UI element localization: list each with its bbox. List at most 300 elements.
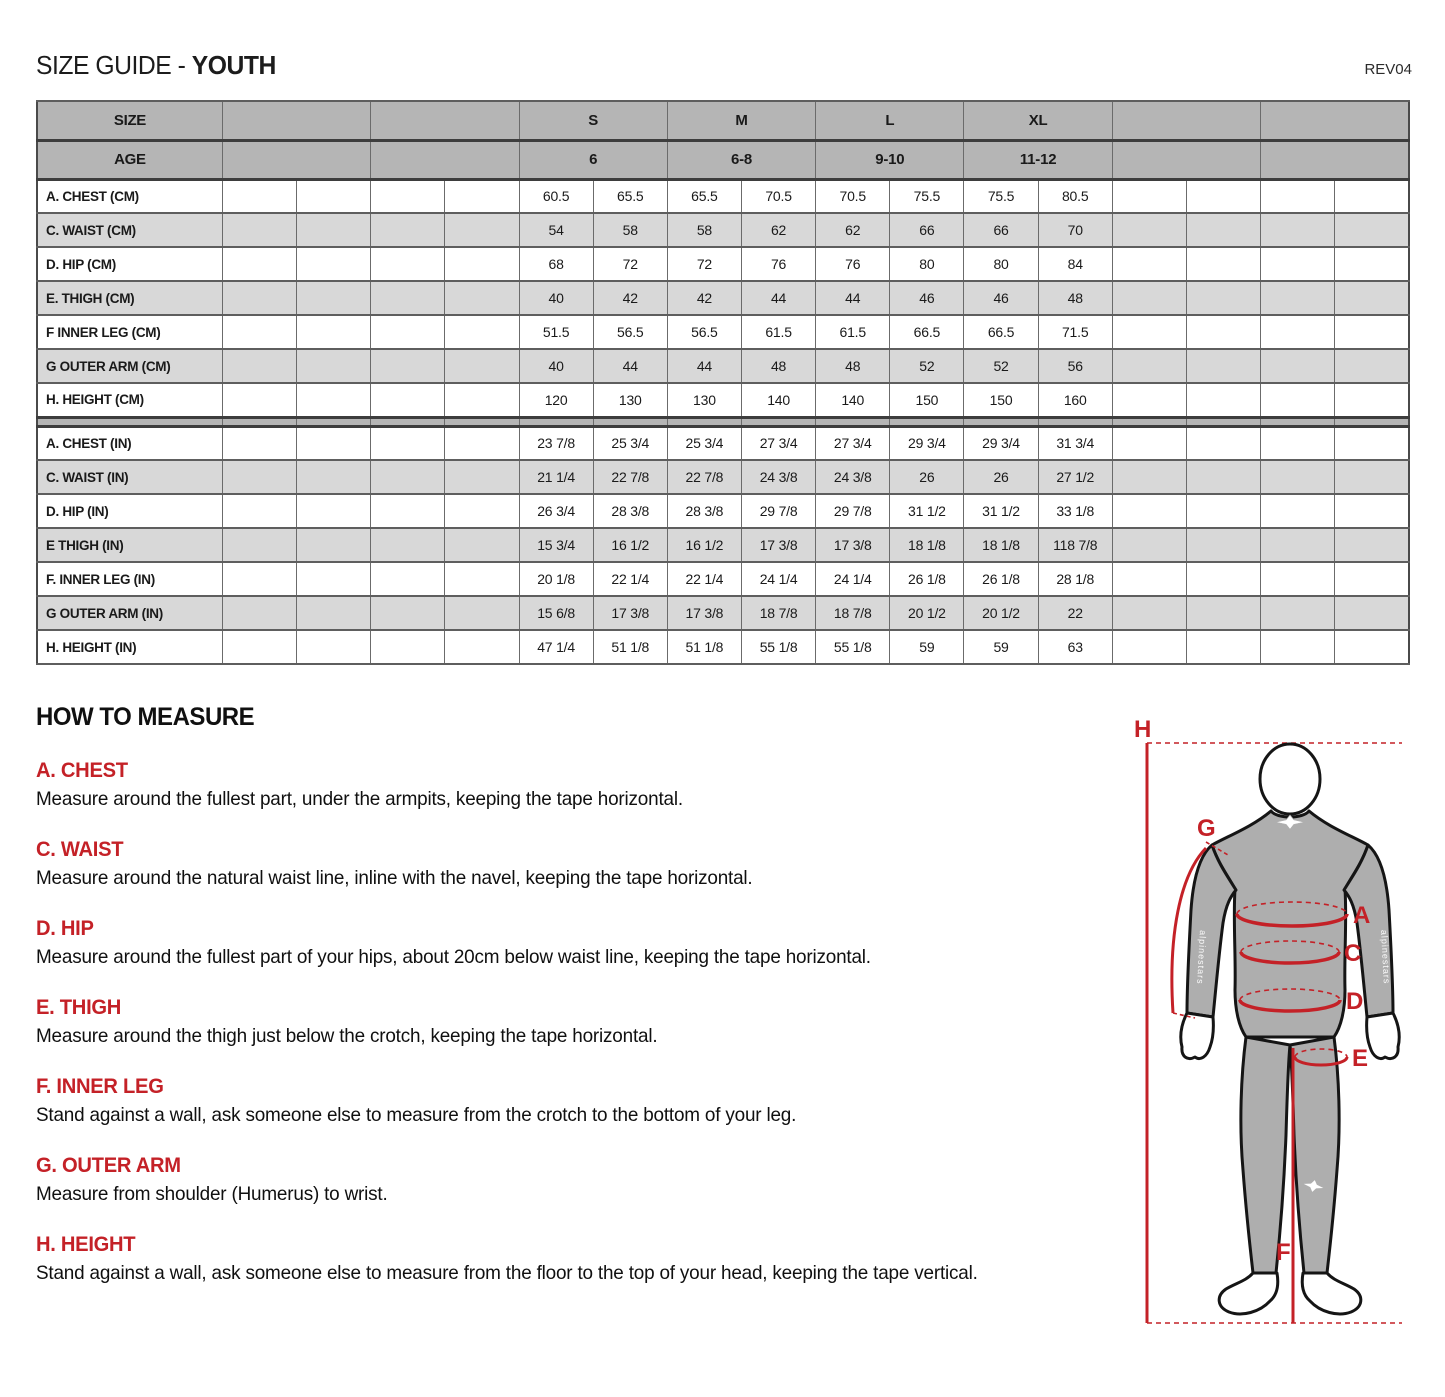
value-cell: 48 [1038,281,1112,315]
measure-section [36,1154,1111,1206]
value-cell: 17 3/8 [667,596,741,630]
value-cell: 56.5 [667,315,741,349]
value-cell: 46 [890,281,964,315]
value-cell: 31 1/2 [890,494,964,528]
empty-cell [1335,179,1409,213]
value-cell: 66.5 [890,315,964,349]
value-cell: 17 3/8 [593,596,667,630]
head-shape [1260,744,1320,814]
value-cell: 15 3/4 [519,528,593,562]
empty-cell [297,315,371,349]
value-cell: 28 1/8 [1038,562,1112,596]
measure-section-heading: A. CHEST [36,759,128,782]
empty-cell [445,349,519,383]
table-row [37,349,1409,383]
empty-cell [1112,494,1186,528]
empty-cell [1112,179,1186,213]
empty-cell [297,494,371,528]
value-cell: 21 1/4 [519,460,593,494]
value-cell: 25 3/4 [593,426,667,460]
empty-cell [1335,247,1409,281]
empty-cell [1261,494,1335,528]
table-row [37,383,1409,417]
empty-cell [1112,315,1186,349]
table-row [37,281,1409,315]
value-cell: 61.5 [816,315,890,349]
value-cell: 160 [1038,383,1112,417]
empty-cell [1186,494,1260,528]
size-header-row [37,101,1409,140]
section-separator-row [37,417,1409,426]
empty-cell [222,383,296,417]
size-header-cell: L [816,101,964,140]
row-label: H. HEIGHT (CM) [37,383,222,417]
header-empty-cell [371,101,519,140]
empty-cell [371,383,445,417]
value-cell: 20 1/2 [890,596,964,630]
table-row [37,596,1409,630]
value-cell: 54 [519,213,593,247]
empty-cell [1112,213,1186,247]
row-label: C. WAIST (IN) [37,460,222,494]
left-leg-shape [1241,1037,1290,1273]
empty-cell [371,630,445,664]
value-cell: 59 [964,630,1038,664]
value-cell: 44 [667,349,741,383]
value-cell: 25 3/4 [667,426,741,460]
right-hand-shape [1367,1013,1400,1059]
empty-cell [1335,213,1409,247]
value-cell: 84 [1038,247,1112,281]
row-label: F INNER LEG (CM) [37,315,222,349]
measure-section-heading: D. HIP [36,917,94,940]
empty-cell [371,426,445,460]
header-empty-cell [371,140,519,179]
table-row [37,247,1409,281]
separator-cell [1261,417,1335,426]
value-cell: 51.5 [519,315,593,349]
how-to-measure-section [36,703,1111,1285]
value-cell: 47 1/4 [519,630,593,664]
empty-cell [445,213,519,247]
empty-cell [1261,426,1335,460]
empty-cell [1335,315,1409,349]
measure-section-text: Stand against a wall, ask someone else to measure from the floor to the top of your head, keeping the tape vertical. [36,1262,978,1284]
empty-cell [1335,383,1409,417]
value-cell: 58 [593,213,667,247]
separator-cell [1038,417,1112,426]
value-cell: 65.5 [593,179,667,213]
value-cell: 61.5 [741,315,815,349]
empty-cell [445,562,519,596]
empty-cell [1261,315,1335,349]
value-cell: 130 [667,383,741,417]
value-cell: 80.5 [1038,179,1112,213]
label-outer-arm: G [1197,815,1216,842]
empty-cell [297,349,371,383]
value-cell: 29 3/4 [964,426,1038,460]
empty-cell [1186,460,1260,494]
empty-cell [297,562,371,596]
empty-cell [1186,281,1260,315]
value-cell: 24 3/8 [816,460,890,494]
value-cell: 76 [741,247,815,281]
header-empty-cell [1112,140,1260,179]
empty-cell [371,596,445,630]
left-forearm-brand-text: alpinestars [1195,929,1208,985]
revision-label: REV04 [1364,61,1412,78]
separator-cell [667,417,741,426]
value-cell: 16 1/2 [593,528,667,562]
value-cell: 29 7/8 [816,494,890,528]
value-cell: 23 7/8 [519,426,593,460]
measure-section [36,996,1111,1048]
age-header-row [37,140,1409,179]
row-label: E. THIGH (CM) [37,281,222,315]
row-label: F. INNER LEG (IN) [37,562,222,596]
right-foot-shape [1302,1273,1361,1314]
table-row [37,179,1409,213]
age-header-cell: 11-12 [964,140,1112,179]
table-row [37,213,1409,247]
value-cell: 76 [816,247,890,281]
empty-cell [222,281,296,315]
empty-cell [445,383,519,417]
empty-cell [1335,349,1409,383]
value-cell: 56.5 [593,315,667,349]
value-cell: 72 [667,247,741,281]
empty-cell [371,281,445,315]
value-cell: 22 7/8 [667,460,741,494]
separator-cell [297,417,371,426]
measure-section [36,1075,1111,1127]
row-label: C. WAIST (CM) [37,213,222,247]
table-row [37,426,1409,460]
table-row [37,562,1409,596]
age-header-label: AGE [37,140,222,179]
label-waist: C [1344,940,1362,967]
value-cell: 44 [593,349,667,383]
value-cell: 58 [667,213,741,247]
empty-cell [297,179,371,213]
row-label: D. HIP (CM) [37,247,222,281]
value-cell: 140 [741,383,815,417]
empty-cell [222,213,296,247]
empty-cell [297,630,371,664]
row-label: H. HEIGHT (IN) [37,630,222,664]
value-cell: 28 3/8 [593,494,667,528]
value-cell: 31 1/2 [964,494,1038,528]
empty-cell [1335,494,1409,528]
value-cell: 29 3/4 [890,426,964,460]
value-cell: 80 [890,247,964,281]
value-cell: 18 1/8 [890,528,964,562]
table-row [37,460,1409,494]
empty-cell [1261,383,1335,417]
value-cell: 63 [1038,630,1112,664]
empty-cell [445,596,519,630]
empty-cell [371,460,445,494]
measure-section-text: Measure around the fullest part of your hips, about 20cm below waist line, keeping the tape horizontal. [36,946,871,968]
empty-cell [1186,383,1260,417]
value-cell: 42 [667,281,741,315]
value-cell: 59 [890,630,964,664]
value-cell: 17 3/8 [816,528,890,562]
separator-cell [890,417,964,426]
value-cell: 51 1/8 [593,630,667,664]
separator-cell [741,417,815,426]
empty-cell [445,179,519,213]
value-cell: 130 [593,383,667,417]
table-row [37,528,1409,562]
value-cell: 27 3/4 [741,426,815,460]
empty-cell [1261,179,1335,213]
empty-cell [445,630,519,664]
size-header-cell: M [667,101,815,140]
value-cell: 120 [519,383,593,417]
empty-cell [222,426,296,460]
size-header-cell: S [519,101,667,140]
empty-cell [1261,460,1335,494]
empty-cell [1335,528,1409,562]
empty-cell [1335,562,1409,596]
empty-cell [1112,528,1186,562]
row-label: D. HIP (IN) [37,494,222,528]
empty-cell [297,383,371,417]
value-cell: 70.5 [816,179,890,213]
value-cell: 66 [964,213,1038,247]
value-cell: 70 [1038,213,1112,247]
value-cell: 72 [593,247,667,281]
table-row [37,630,1409,664]
value-cell: 22 [1038,596,1112,630]
size-header-cell: XL [964,101,1112,140]
value-cell: 27 3/4 [816,426,890,460]
separator-cell [37,417,222,426]
value-cell: 80 [964,247,1038,281]
empty-cell [297,528,371,562]
empty-cell [1335,596,1409,630]
row-label: G OUTER ARM (CM) [37,349,222,383]
value-cell: 140 [816,383,890,417]
empty-cell [1335,460,1409,494]
measurement-figure [1100,695,1445,1397]
value-cell: 66.5 [964,315,1038,349]
value-cell: 20 1/2 [964,596,1038,630]
page-title [36,50,276,81]
measure-section [36,838,1111,890]
empty-cell [1186,596,1260,630]
value-cell: 18 7/8 [741,596,815,630]
measure-section [36,1233,1111,1285]
value-cell: 44 [816,281,890,315]
empty-cell [371,179,445,213]
measure-section-heading: E. THIGH [36,996,122,1019]
value-cell: 55 1/8 [741,630,815,664]
empty-cell [1112,247,1186,281]
value-cell: 15 6/8 [519,596,593,630]
empty-cell [1186,247,1260,281]
empty-cell [222,562,296,596]
label-chest: A [1353,902,1371,929]
measure-section-text: Measure around the fullest part, under the armpits, keeping the tape horizontal. [36,788,683,810]
empty-cell [222,315,296,349]
empty-cell [371,528,445,562]
separator-cell [519,417,593,426]
separator-cell [593,417,667,426]
right-leg-shape [1290,1037,1339,1273]
measure-section [36,917,1111,969]
measure-section-heading: G. OUTER ARM [36,1154,181,1177]
empty-cell [297,281,371,315]
page-title-category: YOUTH [191,50,276,80]
value-cell: 22 1/4 [667,562,741,596]
empty-cell [1261,247,1335,281]
empty-cell [445,494,519,528]
value-cell: 48 [741,349,815,383]
value-cell: 26 [964,460,1038,494]
empty-cell [1261,213,1335,247]
value-cell: 42 [593,281,667,315]
empty-cell [297,460,371,494]
value-cell: 52 [964,349,1038,383]
separator-cell [964,417,1038,426]
value-cell: 65.5 [667,179,741,213]
row-label: A. CHEST (IN) [37,426,222,460]
value-cell: 28 3/8 [667,494,741,528]
empty-cell [1186,179,1260,213]
measure-section-heading: C. WAIST [36,838,124,861]
empty-cell [1112,630,1186,664]
empty-cell [445,460,519,494]
row-label: A. CHEST (CM) [37,179,222,213]
empty-cell [371,349,445,383]
value-cell: 46 [964,281,1038,315]
empty-cell [445,528,519,562]
value-cell: 55 1/8 [816,630,890,664]
value-cell: 27 1/2 [1038,460,1112,494]
size-header-label: SIZE [37,101,222,140]
measure-section-heading: H. HEIGHT [36,1233,136,1256]
value-cell: 24 1/4 [741,562,815,596]
empty-cell [222,460,296,494]
value-cell: 24 3/8 [741,460,815,494]
value-cell: 26 [890,460,964,494]
value-cell: 26 3/4 [519,494,593,528]
value-cell: 17 3/8 [741,528,815,562]
empty-cell [1112,383,1186,417]
empty-cell [445,315,519,349]
empty-cell [445,281,519,315]
empty-cell [1186,562,1260,596]
header-empty-cell [1112,101,1260,140]
empty-cell [1261,596,1335,630]
empty-cell [1186,213,1260,247]
value-cell: 40 [519,349,593,383]
empty-cell [445,426,519,460]
value-cell: 40 [519,281,593,315]
value-cell: 20 1/8 [519,562,593,596]
empty-cell [1112,596,1186,630]
empty-cell [445,247,519,281]
empty-cell [371,247,445,281]
measure-section-text: Measure from shoulder (Humerus) to wrist. [36,1183,388,1205]
age-header-cell: 9-10 [816,140,964,179]
value-cell: 18 1/8 [964,528,1038,562]
empty-cell [371,213,445,247]
label-inner-leg: F [1276,1239,1291,1266]
measure-section-text: Stand against a wall, ask someone else to measure from the crotch to the bottom of your leg. [36,1104,797,1126]
empty-cell [371,494,445,528]
measure-section [36,759,1111,811]
empty-cell [1261,528,1335,562]
table-row [37,494,1409,528]
empty-cell [371,315,445,349]
empty-cell [1186,315,1260,349]
empty-cell [1112,460,1186,494]
separator-cell [816,417,890,426]
value-cell: 71.5 [1038,315,1112,349]
value-cell: 18 7/8 [816,596,890,630]
empty-cell [1186,630,1260,664]
value-cell: 52 [890,349,964,383]
value-cell: 24 1/4 [816,562,890,596]
value-cell: 16 1/2 [667,528,741,562]
empty-cell [1186,349,1260,383]
empty-cell [222,528,296,562]
header-empty-cell [222,140,370,179]
header-empty-cell [222,101,370,140]
empty-cell [1112,349,1186,383]
value-cell: 68 [519,247,593,281]
empty-cell [222,494,296,528]
table-row [37,315,1409,349]
empty-cell [371,562,445,596]
empty-cell [1335,426,1409,460]
empty-cell [1186,426,1260,460]
empty-cell [1186,528,1260,562]
value-cell: 44 [741,281,815,315]
value-cell: 75.5 [890,179,964,213]
empty-cell [222,630,296,664]
page-title-prefix: SIZE GUIDE - [36,50,192,80]
value-cell: 26 1/8 [890,562,964,596]
empty-cell [1112,562,1186,596]
separator-cell [1112,417,1186,426]
size-table [36,100,1410,665]
empty-cell [1112,281,1186,315]
empty-cell [1261,562,1335,596]
value-cell: 62 [741,213,815,247]
value-cell: 62 [816,213,890,247]
header-empty-cell [1261,101,1409,140]
left-foot-shape [1219,1273,1278,1314]
value-cell: 75.5 [964,179,1038,213]
header-empty-cell [1261,140,1409,179]
empty-cell [297,596,371,630]
value-cell: 22 7/8 [593,460,667,494]
value-cell: 118 7/8 [1038,528,1112,562]
value-cell: 70.5 [741,179,815,213]
empty-cell [1112,426,1186,460]
left-hand-shape [1181,1013,1214,1059]
measure-section-heading: F. INNER LEG [36,1075,164,1098]
empty-cell [222,179,296,213]
value-cell: 31 3/4 [1038,426,1112,460]
empty-cell [222,596,296,630]
empty-cell [222,247,296,281]
value-cell: 56 [1038,349,1112,383]
